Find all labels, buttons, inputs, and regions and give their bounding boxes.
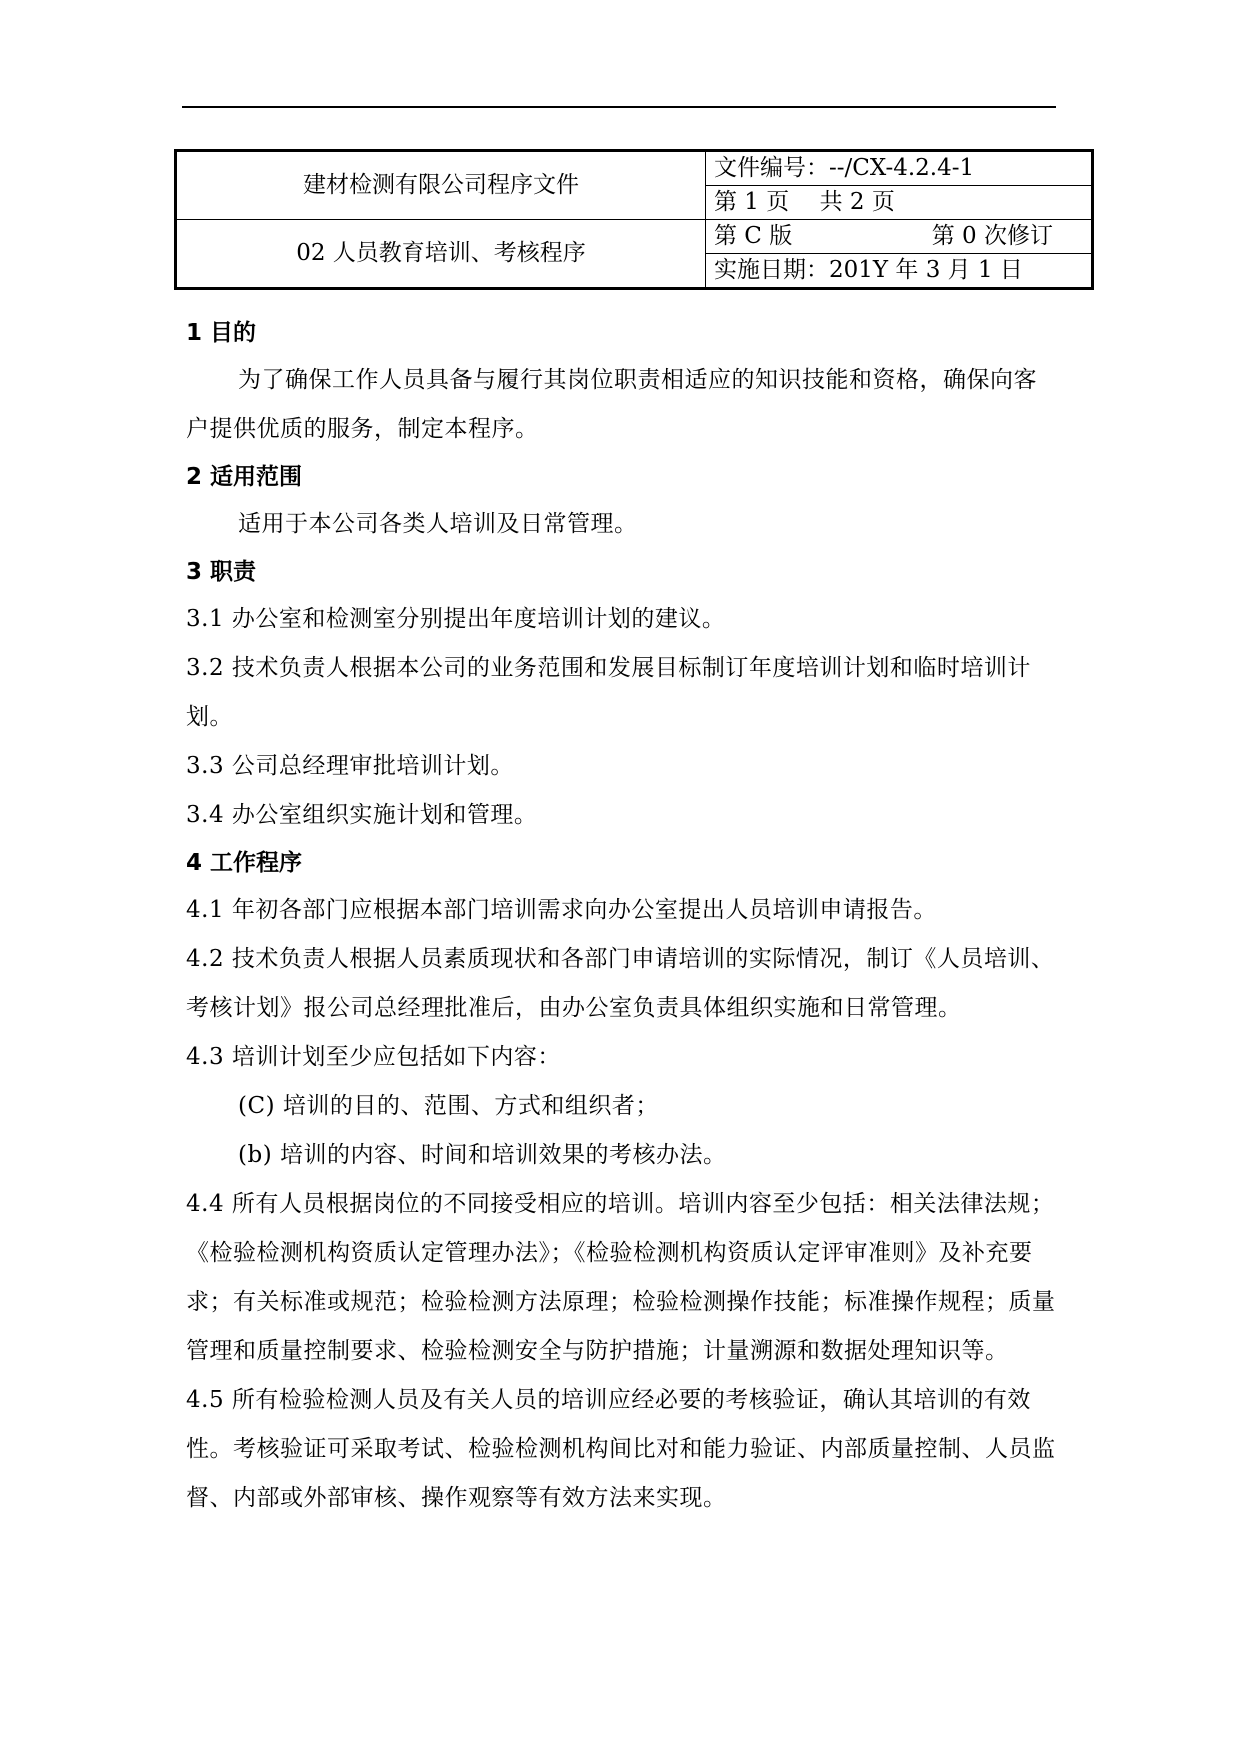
clause: 4.1 年初各部门应根据本部门培训需求向办公室提出人员培训申请报告。 [186, 897, 937, 923]
header-rule [182, 106, 1056, 108]
effective-date: 实施日期：201Y 年 3 月 1 日 [706, 254, 1093, 289]
company-doc-title: 建材检测有限公司程序文件 [176, 151, 706, 220]
clause: 3.2 技术负责人根据本公司的业务范围和发展目标制订年度培训计划和临时培训计划。 [186, 655, 1031, 730]
clause: 4.4 所有人员根据岗位的不同接受相应的培训。培训内容至少包括：相关法律法规；《检验检测机构资质认定管理办法》；《检验检测机构资质认定评审准则》及补充要求；有关标准或规范；检验检测方法原理；检验检测操作技能；标准操作规程；质量管理和质量控制要求、检验检测安全与防护措施；计量溯源和数据处理知识等。 [186, 1191, 1056, 1364]
section-heading: 3 职责 [186, 559, 257, 585]
procedure-title: 02 人员教育培训、考核程序 [176, 220, 706, 289]
clause: 3.4 办公室组织实施计划和管理。 [186, 802, 538, 828]
sub-clause: (b) 培训的内容、时间和培训效果的考核办法。 [238, 1142, 727, 1168]
document-body [186, 310, 1058, 1523]
edition: 第 C 版 [714, 223, 793, 249]
file-number: 文件编号：--/CX-4.2.4-1 [706, 151, 1093, 186]
section-heading: 2 适用范围 [186, 464, 303, 490]
paragraph: 适用于本公司各类人培训及日常管理。 [238, 511, 638, 537]
document-header-table [174, 149, 1094, 290]
page-info: 第 1 页 共 2 页 [706, 186, 1093, 220]
section-heading: 4 工作程序 [186, 850, 303, 876]
clause: 4.2 技术负责人根据人员素质现状和各部门申请培训的实际情况，制订《人员培训、考核计划》报公司总经理批准后，由办公室负责具体组织实施和日常管理。 [186, 946, 1055, 1021]
section-heading: 1 目的 [186, 320, 257, 346]
sub-clause: (C) 培训的目的、范围、方式和组织者； [238, 1093, 659, 1119]
clause: 4.3 培训计划至少应包括如下内容： [186, 1044, 561, 1070]
clause: 4.5 所有检验检测人员及有关人员的培训应经必要的考核验证，确认其培训的有效性。考核验证可采取考试、检验检测机构间比对和能力验证、内部质量控制、人员监督、内部或外部审核、操作观察等有效方法来实现。 [186, 1387, 1056, 1511]
clause: 3.1 办公室和检测室分别提出年度培训计划的建议。 [186, 606, 726, 632]
paragraph: 为了确保工作人员具备与履行其岗位职责相适应的知识技能和资格，确保向客户提供优质的服务，制定本程序。 [186, 367, 1037, 442]
revision: 第 0 次修订 [931, 223, 1053, 249]
edition-revision [706, 220, 1093, 254]
clause: 3.3 公司总经理审批培训计划。 [186, 753, 514, 779]
